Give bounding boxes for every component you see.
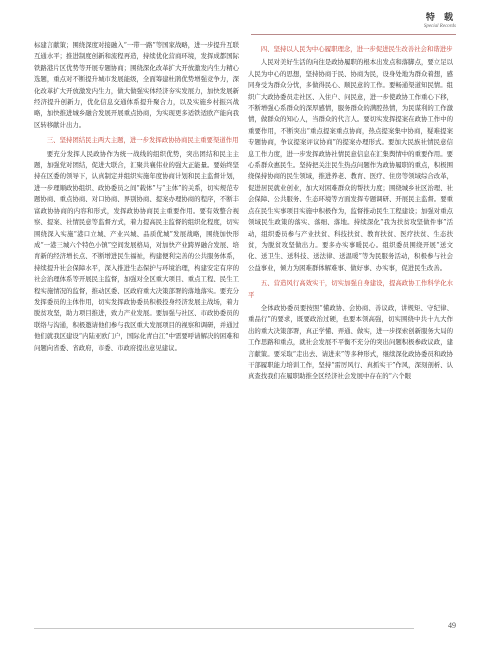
right-column — [248, 40, 453, 383]
section-header — [424, 10, 456, 29]
body-paragraph: 标建言献策；围绕深度对接融入“一带一路”等国家战略，进一步提升互联互通水平；推进制度创新和流程再造，持续优化营商环境，发挥成都国际铁路港片区优势等开展专题协商；围绕深化改革扩大开放激发内生力精心选题，重点对不断提升城市发展能级，全面筹建杜鹃优势增强竞争力，深化改革扩大开放激发内生力，做大做强实体经济夯实发展力，加快发展新经济提升创新力，优化信息交通体系提升聚合力，以及实施乡村振兴战略，加快推进城乡融合发展开展重点协商，为实现更多适铁适欧产能向我区转移献计出力。 — [34, 41, 239, 129]
footer-divider — [34, 628, 414, 629]
page-number: 49 — [448, 621, 456, 630]
section-heading: 四、坚持以人民为中心履职理念，进一步促进民生改善社会和谐进步 — [260, 45, 453, 53]
section-heading: 三、坚持团结民主两大主题，进一步发挥政协协商民主重要渠道作用 — [46, 136, 239, 145]
section-title-en: Special Records — [423, 24, 456, 29]
body-paragraph: 全体政协委员要按照“懂政协、会协商、善议政，讲规矩、守纪律、重品行”的要求，既要政治过硬，也要本领高强，切实围绕中共十九大作出的重大决策部署，真正学懂、弄通、做实，进一步探索创新服务大局的工作思路和重点，就社会发展不平衡不充分的突出问题积极参政议政，建言献策。要采取“走出去、请进来”等多种形式，继续深化政协委员和政协干部履职能力培训工作，坚持“雷厉风行、真抓实干”作风，深刻剖析、认真查找我们在履职助推全区经济社会发展中存在的“六个眼 — [248, 303, 453, 381]
body-paragraph: 人民对美好生活的向往是政协履职的根本出发点和落脚点，要立足以人民为中心的思想，坚持协商于民、协商为民，设身处地为群众着想，感同身受为群众分忧，多做得民心、顺民意的工作。要畅通渠道知民情。组织广大政协委员走社区、入住户、问民意，进一步使政协工作重心下移，不断增强心系群众的深厚感情，服务群众的满腔热情，为民谋利的工作激情，做群众的知心人，当群众的代言人。要切实发挥提案在政协工作中的重要作用，不断突出“重点提案重点协商，热点提案集中协商，疑难提案专题协商，争议提案评议协商”的提案办理形式。要加大民族社情民意信息工作力度，进一步发挥政协社情民意信息在汇集舆情中的重要作用。要心系群众惠民生。坚持把关注民生热点问题作为政协履职的重点，积极围绕保持协商的民生领域，推进养老、教育、医疗、住房等领域综合改革，促进居民就业创业，加大对困难群众的帮扶力度；围绕城乡社区治理、社会保障、公共服务、生态环境等方面发挥专题调研、开展民主监督。要重点在民生实事项目实施中积极作为，监督推动民生工程建设；加强对重点领域民生政策的落实、落细、落地。持续深化“我为扶贫攻坚做件事”活动，组织委员参与产业扶贫、科技扶贫、教育扶贫、医疗扶贫、生态扶贫，为脱贫攻坚做出力。要多办实事暖民心。组织委员围绕开展“送文化、送卫生、送科技、送法律、送温暖”等为民服务活动，积极参与社会公益事业，倾力为困难群体解难事、做好事、办实事，促进民生改善。 — [248, 58, 453, 272]
section-heading: 五、营造风行高效实干，切实加强自身建设，提高政协工作科学化水平 — [248, 279, 453, 299]
header-divider — [251, 34, 456, 35]
body-paragraph: 要充分发挥人民政协作为统一战线的组织优势，突出团结和民主主题，加强党对团结，促进大联合，汇聚共襄伟业的强大正能量。要始终坚持在区委的领导下，认真制定并组织实施年度协商计划和民主监督计划，进一步理顺政协组织、政协委员之间“载体”与“主体”的关系，切实规范专题协商、重点协商、对口协商、界别协商、提案办理协商的程序，不断丰富政协协商的内容和形式，发挥政协协商民主重要作用。要有效整合视察、提案、社情民意等监督方式，着力提高民主监督的组织化程度，切实围绕深入实施“港口立城、产业兴城、品质优城”发展战略，围绕加快形成“一港三城六个特色小镇”空间发展格局，对加快产业跨界融合发展、培育新的经济增长点、不断增进民生福祉，构建便利完善的公共服务体系，持续提升社会保障水平，深入推进生态保护与环境治理，构建安定有序的社会治理体系等开展民主监督，加强对全区重大项目、重点工程、民生工程实施情况的监督，推动区委、区政府重大决策部署的落地落实。要充分发挥委员的主体作用，切实发挥政协委员积极投身经济发展主战场，着力脱贫攻坚，助力项目推进，致力产业发展。要加强与社区、市政协委员的联络与沟通，积极邀请他们参与我区重大发展项目的视察和调研，并通过他们就我区建设“内陆亚欧门户，国际化青白江”中需要呼请解决的困难和问题向省委、省政府，市委、市政府提出意见建议。 — [34, 149, 239, 352]
section-title-cn: 特 载 — [425, 13, 456, 23]
left-column — [34, 40, 239, 354]
